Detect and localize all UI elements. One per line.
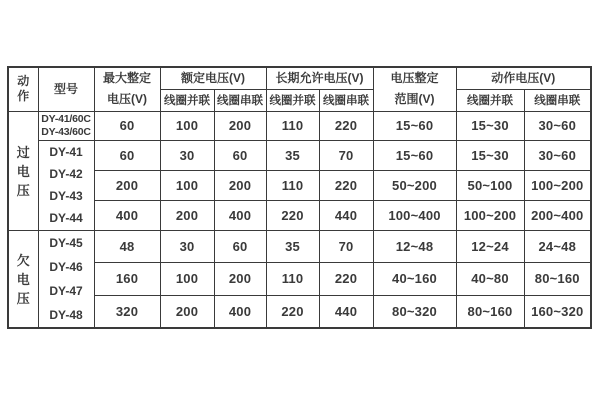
value-cell: 40~80 <box>456 263 524 296</box>
value-cell: 70 <box>319 230 373 263</box>
header-rated-coil-series: 线圈串联 <box>214 89 266 111</box>
value-cell: 100 <box>160 170 214 200</box>
value-cell: 100 <box>160 263 214 296</box>
value-cell: 440 <box>319 200 373 230</box>
header-setting-range: 电压整定 范围(V) <box>373 67 456 111</box>
action-cell-undervoltage: 欠 电 压 <box>8 230 38 328</box>
header-max-setting-voltage: 最大整定 电压(V) <box>94 67 160 111</box>
value-cell: 30 <box>160 140 214 170</box>
value-cell: 50~200 <box>373 170 456 200</box>
table-row <box>8 140 591 170</box>
value-cell: 15~60 <box>373 111 456 140</box>
table-row <box>8 263 591 296</box>
value-cell: 80~320 <box>373 295 456 328</box>
value-cell: 30 <box>160 230 214 263</box>
header-longterm-coil-series: 线圈串联 <box>319 89 373 111</box>
header-operate-coil-parallel: 线圈并联 <box>456 89 524 111</box>
header-operate-coil-series: 线圈串联 <box>524 89 591 111</box>
value-cell: 160 <box>94 263 160 296</box>
action-cell-overvoltage: 过 电 压 <box>8 111 38 230</box>
value-cell: 100 <box>160 111 214 140</box>
value-cell: 35 <box>266 230 319 263</box>
value-cell: 50~100 <box>456 170 524 200</box>
value-cell: 15~30 <box>456 140 524 170</box>
value-cell: 220 <box>319 170 373 200</box>
value-cell: 60 <box>214 230 266 263</box>
value-cell: 80~160 <box>456 295 524 328</box>
value-cell: 100~200 <box>524 170 591 200</box>
value-cell: 12~48 <box>373 230 456 263</box>
value-cell: 24~48 <box>524 230 591 263</box>
value-cell: 60 <box>94 111 160 140</box>
value-cell: 70 <box>319 140 373 170</box>
value-cell: 80~160 <box>524 263 591 296</box>
table-row <box>8 295 591 328</box>
value-cell: 160~320 <box>524 295 591 328</box>
value-cell: 200 <box>160 295 214 328</box>
value-cell: 440 <box>319 295 373 328</box>
value-cell: 200 <box>94 170 160 200</box>
value-cell: 48 <box>94 230 160 263</box>
value-cell: 400 <box>94 200 160 230</box>
table-row <box>8 230 591 263</box>
value-cell: 200~400 <box>524 200 591 230</box>
value-cell: 40~160 <box>373 263 456 296</box>
value-cell: 15~30 <box>456 111 524 140</box>
value-cell: 200 <box>214 170 266 200</box>
value-cell: 220 <box>319 263 373 296</box>
value-cell: 220 <box>266 295 319 328</box>
value-cell: 15~60 <box>373 140 456 170</box>
value-cell: 12~24 <box>456 230 524 263</box>
table-row <box>8 200 591 230</box>
header-rated-voltage: 额定电压(V) <box>160 67 266 89</box>
header-action: 动 作 <box>8 67 38 111</box>
value-cell: 220 <box>319 111 373 140</box>
value-cell: 320 <box>94 295 160 328</box>
header-operate-voltage: 动作电压(V) <box>456 67 591 89</box>
value-cell: 400 <box>214 200 266 230</box>
header-rated-coil-parallel: 线圈并联 <box>160 89 214 111</box>
table-row <box>8 111 591 140</box>
table-header-row-1 <box>8 67 591 89</box>
value-cell: 110 <box>266 263 319 296</box>
value-cell: 110 <box>266 111 319 140</box>
value-cell: 110 <box>266 170 319 200</box>
value-cell: 60 <box>214 140 266 170</box>
header-model: 型号 <box>38 67 94 111</box>
header-longterm-coil-parallel: 线圈并联 <box>266 89 319 111</box>
value-cell: 220 <box>266 200 319 230</box>
table-row <box>8 170 591 200</box>
value-cell: 100~200 <box>456 200 524 230</box>
model-cell-group: DY-41 DY-42 DY-43 DY-44 <box>38 140 94 230</box>
header-long-term-voltage: 长期允许电压(V) <box>266 67 373 89</box>
value-cell: 35 <box>266 140 319 170</box>
value-cell: 60 <box>94 140 160 170</box>
model-cell-group: DY-45 DY-46 DY-47 DY-48 <box>38 230 94 328</box>
value-cell: 30~60 <box>524 111 591 140</box>
value-cell: 200 <box>214 111 266 140</box>
value-cell: 200 <box>160 200 214 230</box>
value-cell: 100~400 <box>373 200 456 230</box>
value-cell: 200 <box>214 263 266 296</box>
value-cell: 400 <box>214 295 266 328</box>
model-cell: DY-41/60C DY-43/60C <box>38 111 94 140</box>
value-cell: 30~60 <box>524 140 591 170</box>
relay-spec-table <box>7 66 592 329</box>
